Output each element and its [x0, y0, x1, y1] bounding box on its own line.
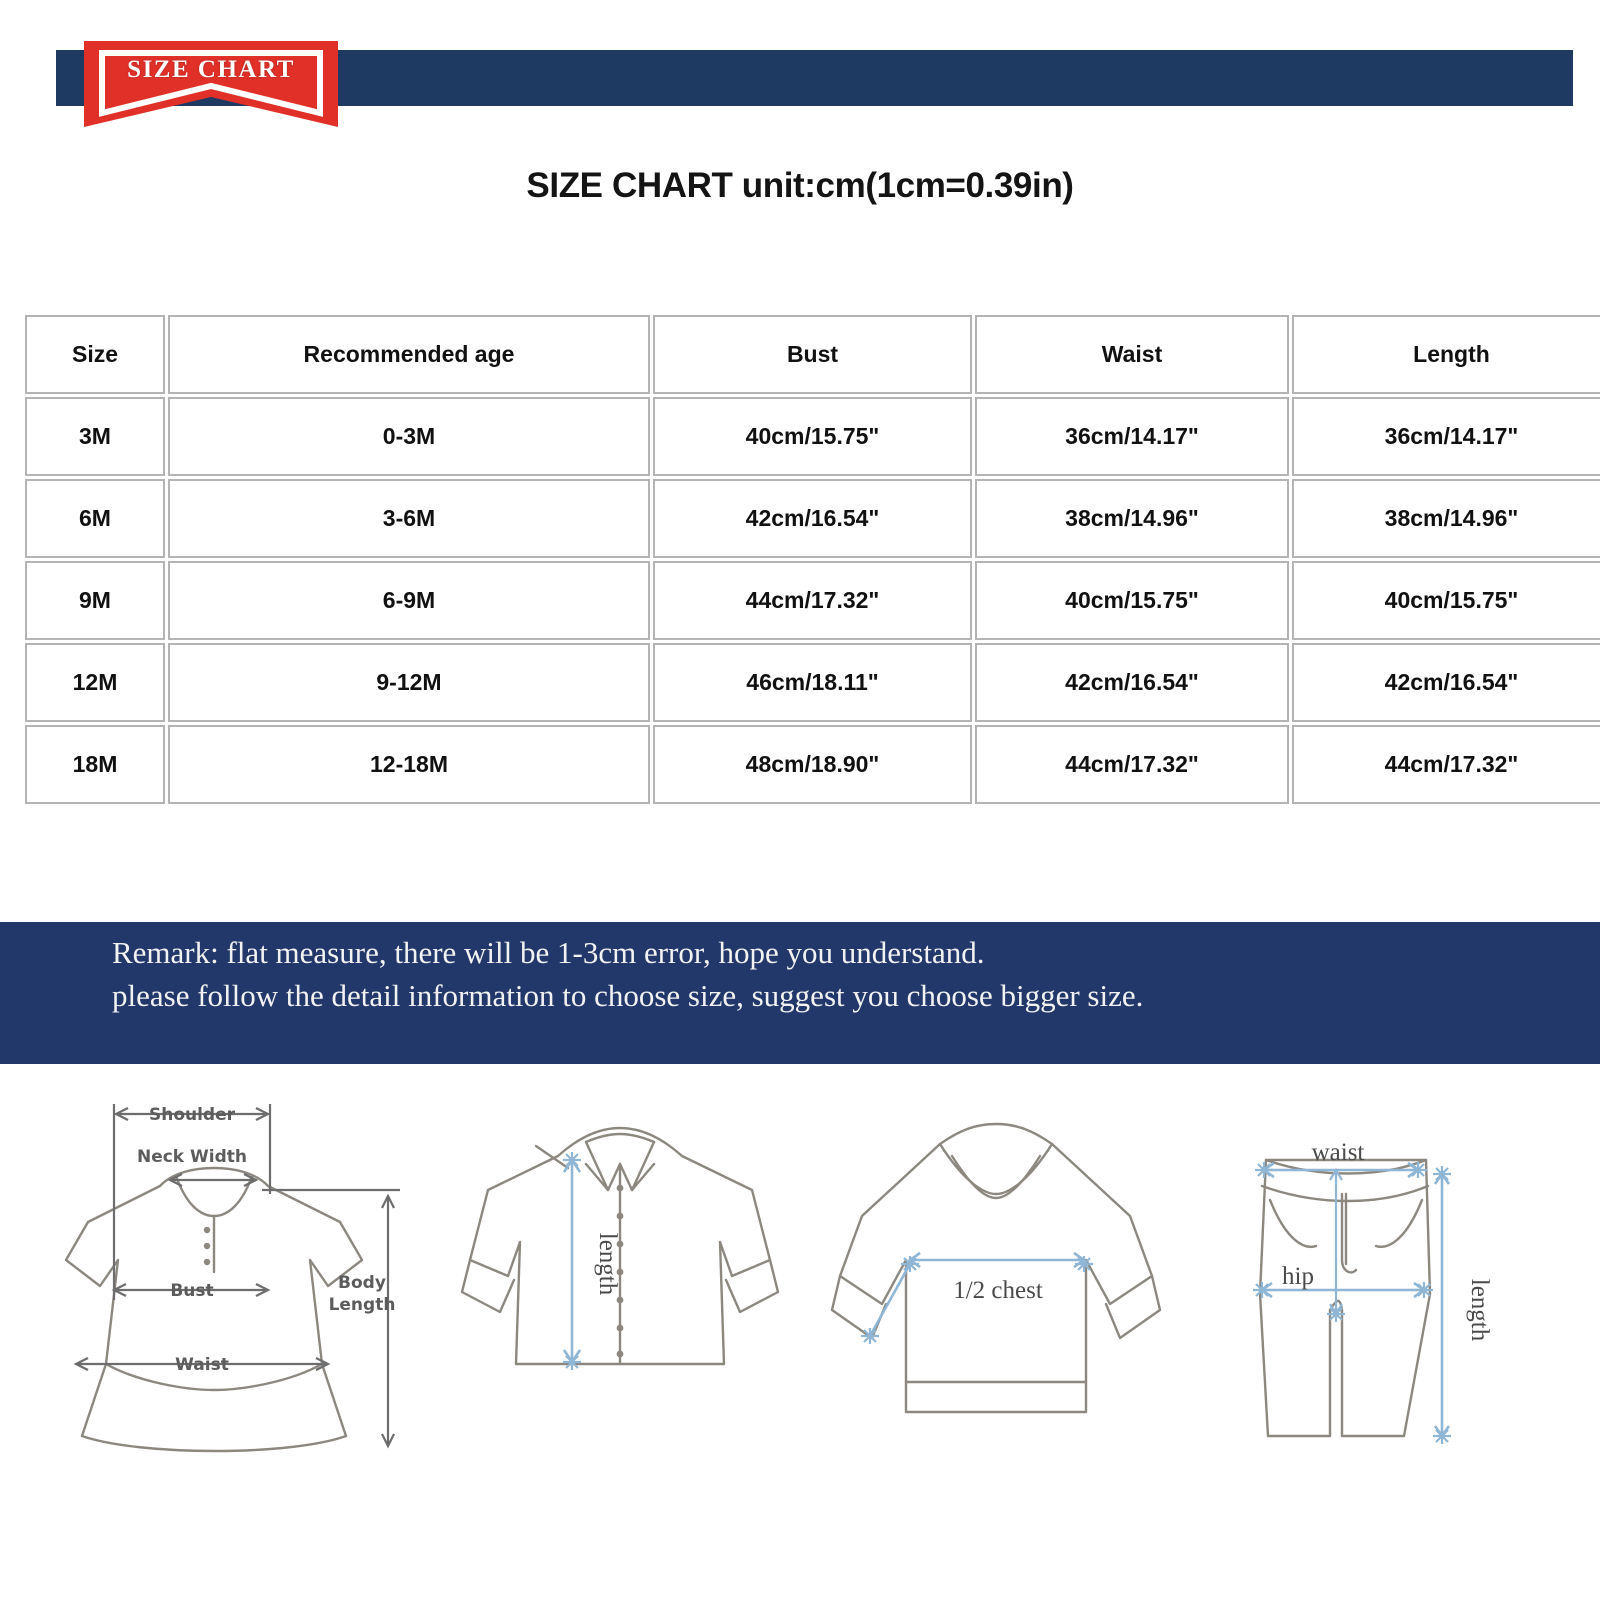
dress-label-length: Length: [328, 1295, 396, 1315]
cell-age: 9-12M: [168, 643, 650, 722]
cell-waist: 36cm/14.17": [975, 397, 1289, 476]
cell-age: 3-6M: [168, 479, 650, 558]
cell-waist: 38cm/14.96": [975, 479, 1289, 558]
table-row: [25, 643, 1600, 722]
cell-age: 6-9M: [168, 561, 650, 640]
column-header-size: Size: [25, 315, 165, 394]
table-row: [25, 561, 1600, 640]
page-title: SIZE CHART unit:cm(1cm=0.39in): [526, 166, 1074, 205]
ribbon-label: SIZE CHART: [127, 56, 295, 83]
cell-length: 38cm/14.96": [1292, 479, 1600, 558]
pants-label-waist: waist: [1311, 1139, 1365, 1166]
cell-waist: 44cm/17.32": [975, 725, 1289, 804]
cell-length: 36cm/14.17": [1292, 397, 1600, 476]
cell-size: 12M: [25, 643, 165, 722]
pants-label-length: length: [1466, 1278, 1493, 1342]
cell-waist: 40cm/15.75": [975, 561, 1289, 640]
cell-length: 40cm/15.75": [1292, 561, 1600, 640]
pants-measurement-diagram: [1190, 1064, 1590, 1464]
dress-label-body: Body: [338, 1273, 386, 1293]
table-row: [25, 397, 1600, 476]
measurement-illustrations: [0, 1064, 1600, 1524]
table-row: [25, 479, 1600, 558]
pants-label-hip: hip: [1282, 1263, 1314, 1290]
cell-bust: 48cm/18.90": [653, 725, 972, 804]
column-header-bust: Bust: [653, 315, 972, 394]
remark-line-2: please follow the detail information to choose size, suggest you choose bigger size.: [112, 977, 1144, 1013]
cell-waist: 42cm/16.54": [975, 643, 1289, 722]
cell-size: 3M: [25, 397, 165, 476]
cell-age: 12-18M: [168, 725, 650, 804]
cell-bust: 42cm/16.54": [653, 479, 972, 558]
top-header-banner: [0, 0, 1600, 175]
cell-bust: 46cm/18.11": [653, 643, 972, 722]
cell-bust: 44cm/17.32": [653, 561, 972, 640]
dress-measurement-diagram: [10, 1064, 430, 1464]
dress-label-neck-width: Neck Width: [136, 1147, 248, 1167]
size-chart-table: [22, 312, 1600, 807]
table-row: [25, 725, 1600, 804]
dress-label-shoulder: Shoulder: [148, 1105, 236, 1125]
column-header-length: Length: [1292, 315, 1600, 394]
shirt-label-length: length: [594, 1232, 621, 1296]
sweatshirt-measurement-diagram: [800, 1064, 1190, 1464]
sweatshirt-label-half-chest: 1/2 chest: [953, 1277, 1043, 1304]
cell-bust: 40cm/15.75": [653, 397, 972, 476]
cell-size: 6M: [25, 479, 165, 558]
cell-length: 42cm/16.54": [1292, 643, 1600, 722]
cell-age: 0-3M: [168, 397, 650, 476]
column-header-waist: Waist: [975, 315, 1289, 394]
remark-line-1: Remark: flat measure, there will be 1-3cm error, hope you understand.: [112, 935, 985, 970]
dress-label-waist: Waist: [175, 1355, 229, 1375]
cell-size: 9M: [25, 561, 165, 640]
cell-size: 18M: [25, 725, 165, 804]
column-header-age: Recommended age: [168, 315, 650, 394]
cell-length: 44cm/17.32": [1292, 725, 1600, 804]
shirt-measurement-diagram: [440, 1064, 800, 1464]
table-header-row: [25, 315, 1600, 394]
dress-label-bust: Bust: [170, 1281, 214, 1301]
remark-banner: [0, 922, 1600, 1064]
